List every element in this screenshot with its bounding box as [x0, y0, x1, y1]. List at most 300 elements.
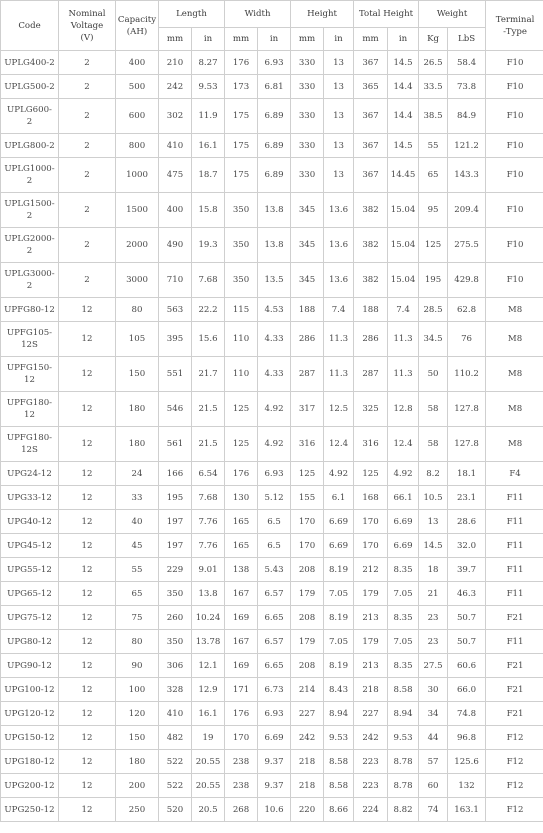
cell-code-part: 2: [26, 246, 33, 256]
table-row: [1, 193, 543, 228]
cell-length-in: 22.2: [192, 298, 225, 322]
cell-length-mm: 350: [159, 630, 192, 654]
cell-length-in: 13.78: [192, 630, 225, 654]
cell-length-mm: 197: [159, 534, 192, 558]
cell-weight-kg: 50: [419, 357, 448, 392]
cell-total-height-in: 8.94: [388, 702, 419, 726]
table-row: [1, 558, 543, 582]
table-row: [1, 534, 543, 558]
cell-width-in: 6.93: [258, 702, 291, 726]
cell-height-mm: 330: [291, 51, 324, 75]
cell-length-mm: 328: [159, 678, 192, 702]
cell-terminal-type: F10: [486, 158, 543, 193]
cell-width-in: 6.65: [258, 654, 291, 678]
cell-total-height-in: 11.3: [388, 322, 419, 357]
cell-terminal-type: F11: [486, 558, 543, 582]
cell-width-in: 10.6: [258, 798, 291, 822]
cell-code-part: UPG45-12: [7, 540, 52, 551]
cell-weight-kg: 57: [419, 750, 448, 774]
cell-code: [1, 75, 59, 99]
cell-height-mm: 188: [291, 298, 324, 322]
cell-code-part: UPG100-12: [4, 684, 55, 695]
table-row: [1, 158, 543, 193]
cell-weight-lbs: 275.5: [448, 228, 486, 263]
cell-total-height-in: 7.05: [388, 630, 419, 654]
cell-terminal-type: M8: [486, 357, 543, 392]
cell-width-mm: 169: [225, 654, 258, 678]
cell-voltage: 2: [59, 193, 116, 228]
cell-height-in: 11.3: [324, 322, 354, 357]
cell-height-mm: 317: [291, 392, 324, 427]
cell-code-part: UPG200-12: [4, 780, 55, 791]
cell-code-part: 2: [26, 117, 33, 127]
cell-code: [1, 486, 59, 510]
cell-capacity: 180: [116, 427, 159, 462]
cell-terminal-type: M8: [486, 298, 543, 322]
cell-terminal-type: F11: [486, 534, 543, 558]
cell-capacity: 80: [116, 298, 159, 322]
cell-length-in: 10.24: [192, 606, 225, 630]
cell-length-in: 6.54: [192, 462, 225, 486]
cell-code: [1, 582, 59, 606]
cell-code-part: UPFG80-12: [4, 304, 55, 315]
cell-weight-lbs: 96.8: [448, 726, 486, 750]
cell-height-in: 6.1: [324, 486, 354, 510]
header-terminal-line-1: Terminal: [495, 14, 535, 25]
cell-code-part: 12: [24, 410, 35, 420]
cell-weight-kg: 27.5: [419, 654, 448, 678]
unit-width-in: in: [258, 28, 291, 51]
cell-total-height-in: 9.53: [388, 726, 419, 750]
cell-total-height-in: 4.92: [388, 462, 419, 486]
cell-length-in: 7.68: [192, 263, 225, 298]
cell-length-mm: 410: [159, 134, 192, 158]
cell-height-mm: 287: [291, 357, 324, 392]
table-row: [1, 99, 543, 134]
cell-capacity: 100: [116, 678, 159, 702]
cell-total-height-mm: 212: [354, 558, 388, 582]
cell-weight-lbs: 127.8: [448, 427, 486, 462]
header-voltage-line-3: (V): [80, 32, 94, 43]
cell-capacity: 80: [116, 630, 159, 654]
cell-length-in: 9.53: [192, 75, 225, 99]
cell-height-mm: 214: [291, 678, 324, 702]
cell-code: [1, 798, 59, 822]
cell-total-height-mm: 382: [354, 193, 388, 228]
header-capacity-line-2: (AH): [126, 26, 148, 37]
cell-total-height-mm: 223: [354, 750, 388, 774]
cell-length-mm: 195: [159, 486, 192, 510]
cell-height-mm: 170: [291, 510, 324, 534]
cell-weight-kg: 10.5: [419, 486, 448, 510]
cell-total-height-in: 14.4: [388, 75, 419, 99]
cell-weight-lbs: 50.7: [448, 606, 486, 630]
cell-total-height-mm: 325: [354, 392, 388, 427]
cell-code-part: UPG120-12: [4, 708, 55, 719]
cell-length-mm: 210: [159, 51, 192, 75]
cell-length-mm: 563: [159, 298, 192, 322]
cell-voltage: 12: [59, 510, 116, 534]
table-row: [1, 357, 543, 392]
table-row: [1, 263, 543, 298]
cell-length-in: 12.1: [192, 654, 225, 678]
cell-height-mm: 155: [291, 486, 324, 510]
cell-code-part: UPLG1500-: [4, 199, 55, 209]
cell-total-height-in: 6.69: [388, 510, 419, 534]
cell-total-height-mm: 223: [354, 774, 388, 798]
cell-width-mm: 176: [225, 51, 258, 75]
cell-voltage: 12: [59, 798, 116, 822]
cell-code: [1, 534, 59, 558]
cell-code-part: UPLG600-: [7, 105, 52, 115]
cell-length-mm: 229: [159, 558, 192, 582]
table-row: [1, 654, 543, 678]
cell-capacity: 500: [116, 75, 159, 99]
cell-capacity: 200: [116, 774, 159, 798]
cell-total-height-in: 12.4: [388, 427, 419, 462]
cell-terminal-type: F21: [486, 702, 543, 726]
cell-total-height-mm: 242: [354, 726, 388, 750]
cell-voltage: 12: [59, 582, 116, 606]
cell-code: [1, 51, 59, 75]
cell-height-in: 11.3: [324, 357, 354, 392]
cell-weight-kg: 74: [419, 798, 448, 822]
cell-length-in: 11.9: [192, 99, 225, 134]
cell-code-part: UPFG105-: [6, 328, 53, 338]
cell-total-height-mm: 367: [354, 99, 388, 134]
header-terminal: [486, 1, 543, 51]
cell-height-mm: 286: [291, 322, 324, 357]
cell-width-mm: 110: [225, 322, 258, 357]
cell-voltage: 12: [59, 678, 116, 702]
cell-length-mm: 302: [159, 99, 192, 134]
cell-terminal-type: F11: [486, 510, 543, 534]
cell-capacity: 33: [116, 486, 159, 510]
cell-height-in: 8.66: [324, 798, 354, 822]
cell-width-in: 9.37: [258, 750, 291, 774]
cell-height-in: 13: [324, 51, 354, 75]
cell-width-mm: 170: [225, 726, 258, 750]
cell-code-part: UPLG3000-: [4, 269, 55, 279]
table-row: [1, 726, 543, 750]
cell-width-mm: 238: [225, 774, 258, 798]
cell-width-mm: 350: [225, 228, 258, 263]
cell-total-height-in: 8.35: [388, 558, 419, 582]
table-row: [1, 750, 543, 774]
table-row: [1, 228, 543, 263]
cell-width-mm: 173: [225, 75, 258, 99]
cell-total-height-mm: 367: [354, 51, 388, 75]
cell-height-mm: 330: [291, 99, 324, 134]
cell-voltage: 2: [59, 51, 116, 75]
cell-width-in: 6.5: [258, 534, 291, 558]
cell-width-in: 5.43: [258, 558, 291, 582]
cell-weight-lbs: 73.8: [448, 75, 486, 99]
cell-voltage: 12: [59, 606, 116, 630]
cell-total-height-in: 8.35: [388, 606, 419, 630]
cell-voltage: 12: [59, 534, 116, 558]
cell-width-in: 6.65: [258, 606, 291, 630]
cell-code-part: UPG80-12: [7, 636, 52, 647]
cell-length-mm: 520: [159, 798, 192, 822]
cell-weight-kg: 38.5: [419, 99, 448, 134]
cell-width-in: 6.93: [258, 462, 291, 486]
cell-capacity: 150: [116, 726, 159, 750]
cell-weight-lbs: 66.0: [448, 678, 486, 702]
cell-weight-lbs: 84.9: [448, 99, 486, 134]
cell-weight-lbs: 28.6: [448, 510, 486, 534]
cell-height-in: 8.43: [324, 678, 354, 702]
cell-length-in: 20.5: [192, 798, 225, 822]
table-row: [1, 774, 543, 798]
table-row: [1, 678, 543, 702]
cell-code: [1, 654, 59, 678]
cell-height-mm: 220: [291, 798, 324, 822]
cell-total-height-in: 8.82: [388, 798, 419, 822]
cell-height-in: 12.5: [324, 392, 354, 427]
cell-total-height-in: 14.5: [388, 51, 419, 75]
cell-voltage: 12: [59, 427, 116, 462]
cell-code-part: UPG24-12: [7, 468, 52, 479]
cell-voltage: 2: [59, 158, 116, 193]
cell-weight-kg: 8.2: [419, 462, 448, 486]
cell-height-mm: 179: [291, 630, 324, 654]
cell-capacity: 75: [116, 606, 159, 630]
cell-width-mm: 125: [225, 427, 258, 462]
cell-weight-lbs: 50.7: [448, 630, 486, 654]
cell-weight-lbs: 132: [448, 774, 486, 798]
cell-height-mm: 208: [291, 558, 324, 582]
cell-length-mm: 490: [159, 228, 192, 263]
cell-total-height-in: 8.35: [388, 654, 419, 678]
cell-height-in: 12.4: [324, 427, 354, 462]
cell-weight-kg: 18: [419, 558, 448, 582]
cell-height-in: 8.19: [324, 558, 354, 582]
unit-height-mm: mm: [291, 28, 324, 51]
cell-height-in: 13: [324, 99, 354, 134]
cell-height-in: 6.69: [324, 510, 354, 534]
cell-width-in: 6.93: [258, 51, 291, 75]
cell-length-in: 19.3: [192, 228, 225, 263]
cell-height-mm: 330: [291, 158, 324, 193]
unit-weight-lbs: LbS: [448, 28, 486, 51]
cell-total-height-mm: 224: [354, 798, 388, 822]
cell-total-height-in: 15.04: [388, 193, 419, 228]
cell-width-in: 6.5: [258, 510, 291, 534]
cell-total-height-mm: 316: [354, 427, 388, 462]
cell-terminal-type: F11: [486, 486, 543, 510]
cell-weight-kg: 21: [419, 582, 448, 606]
cell-capacity: 1000: [116, 158, 159, 193]
cell-total-height-mm: 179: [354, 630, 388, 654]
cell-width-in: 6.89: [258, 99, 291, 134]
cell-terminal-type: F10: [486, 263, 543, 298]
cell-terminal-type: F10: [486, 75, 543, 99]
header-capacity-line-1: Capacity: [117, 14, 157, 25]
cell-voltage: 12: [59, 726, 116, 750]
cell-height-mm: 218: [291, 774, 324, 798]
cell-total-height-mm: 188: [354, 298, 388, 322]
cell-code-part: 2: [26, 211, 33, 221]
cell-length-in: 7.76: [192, 534, 225, 558]
cell-weight-kg: 195: [419, 263, 448, 298]
cell-width-mm: 167: [225, 630, 258, 654]
cell-height-mm: 125: [291, 462, 324, 486]
cell-length-in: 18.7: [192, 158, 225, 193]
cell-height-in: 13: [324, 75, 354, 99]
cell-length-mm: 522: [159, 750, 192, 774]
table-row: [1, 75, 543, 99]
cell-width-mm: 176: [225, 462, 258, 486]
cell-terminal-type: F10: [486, 99, 543, 134]
cell-total-height-mm: 286: [354, 322, 388, 357]
table-row: [1, 298, 543, 322]
cell-weight-lbs: 143.3: [448, 158, 486, 193]
cell-length-mm: 197: [159, 510, 192, 534]
cell-width-mm: 115: [225, 298, 258, 322]
header-total-height: Total Height: [354, 1, 419, 28]
cell-voltage: 12: [59, 322, 116, 357]
cell-voltage: 2: [59, 134, 116, 158]
cell-weight-kg: 13: [419, 510, 448, 534]
cell-total-height-in: 7.05: [388, 582, 419, 606]
cell-length-mm: 551: [159, 357, 192, 392]
cell-length-mm: 166: [159, 462, 192, 486]
cell-code: [1, 702, 59, 726]
cell-width-mm: 175: [225, 158, 258, 193]
cell-terminal-type: F21: [486, 606, 543, 630]
cell-voltage: 12: [59, 558, 116, 582]
cell-length-mm: 260: [159, 606, 192, 630]
cell-terminal-type: F11: [486, 582, 543, 606]
cell-width-mm: 238: [225, 750, 258, 774]
cell-total-height-in: 6.69: [388, 534, 419, 558]
cell-capacity: 105: [116, 322, 159, 357]
cell-code-part: UPFG180-: [6, 398, 53, 408]
cell-length-in: 16.1: [192, 134, 225, 158]
cell-width-mm: 268: [225, 798, 258, 822]
cell-total-height-in: 11.3: [388, 357, 419, 392]
cell-length-in: 19: [192, 726, 225, 750]
cell-total-height-mm: 218: [354, 678, 388, 702]
cell-length-in: 7.76: [192, 510, 225, 534]
cell-length-mm: 350: [159, 582, 192, 606]
cell-terminal-type: M8: [486, 392, 543, 427]
table-row: [1, 134, 543, 158]
cell-width-mm: 125: [225, 392, 258, 427]
cell-width-mm: 169: [225, 606, 258, 630]
cell-total-height-mm: 287: [354, 357, 388, 392]
cell-length-in: 12.9: [192, 678, 225, 702]
cell-width-in: 6.69: [258, 726, 291, 750]
cell-width-in: 6.57: [258, 582, 291, 606]
cell-width-mm: 176: [225, 702, 258, 726]
cell-length-mm: 395: [159, 322, 192, 357]
cell-code: [1, 298, 59, 322]
cell-height-in: 4.92: [324, 462, 354, 486]
cell-total-height-mm: 179: [354, 582, 388, 606]
cell-weight-lbs: 18.1: [448, 462, 486, 486]
cell-code-part: UPG75-12: [7, 612, 52, 623]
cell-weight-kg: 58: [419, 392, 448, 427]
cell-width-in: 4.92: [258, 392, 291, 427]
cell-code-part: 12S: [21, 445, 38, 455]
cell-voltage: 12: [59, 702, 116, 726]
cell-code: [1, 606, 59, 630]
cell-length-mm: 306: [159, 654, 192, 678]
cell-height-in: 8.58: [324, 750, 354, 774]
cell-length-in: 8.27: [192, 51, 225, 75]
cell-code: [1, 750, 59, 774]
cell-code: [1, 263, 59, 298]
cell-voltage: 12: [59, 750, 116, 774]
cell-height-in: 8.94: [324, 702, 354, 726]
table-row: [1, 392, 543, 427]
cell-height-in: 13: [324, 134, 354, 158]
cell-width-in: 4.92: [258, 427, 291, 462]
cell-voltage: 12: [59, 357, 116, 392]
cell-length-in: 20.55: [192, 774, 225, 798]
cell-height-mm: 242: [291, 726, 324, 750]
cell-total-height-in: 7.4: [388, 298, 419, 322]
unit-total-height-in: in: [388, 28, 419, 51]
cell-weight-lbs: 58.4: [448, 51, 486, 75]
cell-total-height-mm: 365: [354, 75, 388, 99]
cell-capacity: 400: [116, 51, 159, 75]
cell-width-in: 4.33: [258, 322, 291, 357]
cell-code-part: 12: [24, 375, 35, 385]
cell-width-mm: 130: [225, 486, 258, 510]
unit-width-mm: mm: [225, 28, 258, 51]
cell-weight-lbs: 32.0: [448, 534, 486, 558]
cell-terminal-type: F10: [486, 51, 543, 75]
cell-weight-kg: 23: [419, 630, 448, 654]
cell-weight-kg: 30: [419, 678, 448, 702]
cell-capacity: 2000: [116, 228, 159, 263]
cell-weight-lbs: 23.1: [448, 486, 486, 510]
cell-length-mm: 410: [159, 702, 192, 726]
cell-code-part: UPLG400-2: [4, 57, 55, 68]
cell-height-mm: 227: [291, 702, 324, 726]
cell-total-height-in: 15.04: [388, 263, 419, 298]
cell-height-in: 9.53: [324, 726, 354, 750]
cell-weight-kg: 95: [419, 193, 448, 228]
cell-width-in: 6.57: [258, 630, 291, 654]
cell-capacity: 55: [116, 558, 159, 582]
cell-width-mm: 110: [225, 357, 258, 392]
cell-width-in: 4.53: [258, 298, 291, 322]
cell-total-height-mm: 227: [354, 702, 388, 726]
header-voltage-line-2: Voltage: [70, 20, 104, 31]
cell-code: [1, 630, 59, 654]
cell-voltage: 12: [59, 654, 116, 678]
cell-terminal-type: M8: [486, 427, 543, 462]
cell-width-mm: 175: [225, 134, 258, 158]
cell-voltage: 12: [59, 486, 116, 510]
cell-total-height-in: 8.78: [388, 750, 419, 774]
cell-length-in: 21.5: [192, 392, 225, 427]
cell-terminal-type: F12: [486, 726, 543, 750]
unit-weight-kg: Kg: [419, 28, 448, 51]
cell-code: [1, 462, 59, 486]
cell-weight-lbs: 39.7: [448, 558, 486, 582]
cell-capacity: 800: [116, 134, 159, 158]
cell-width-in: 6.73: [258, 678, 291, 702]
cell-length-mm: 561: [159, 427, 192, 462]
header-code: Code: [1, 1, 59, 51]
unit-height-in: in: [324, 28, 354, 51]
cell-height-mm: 345: [291, 193, 324, 228]
